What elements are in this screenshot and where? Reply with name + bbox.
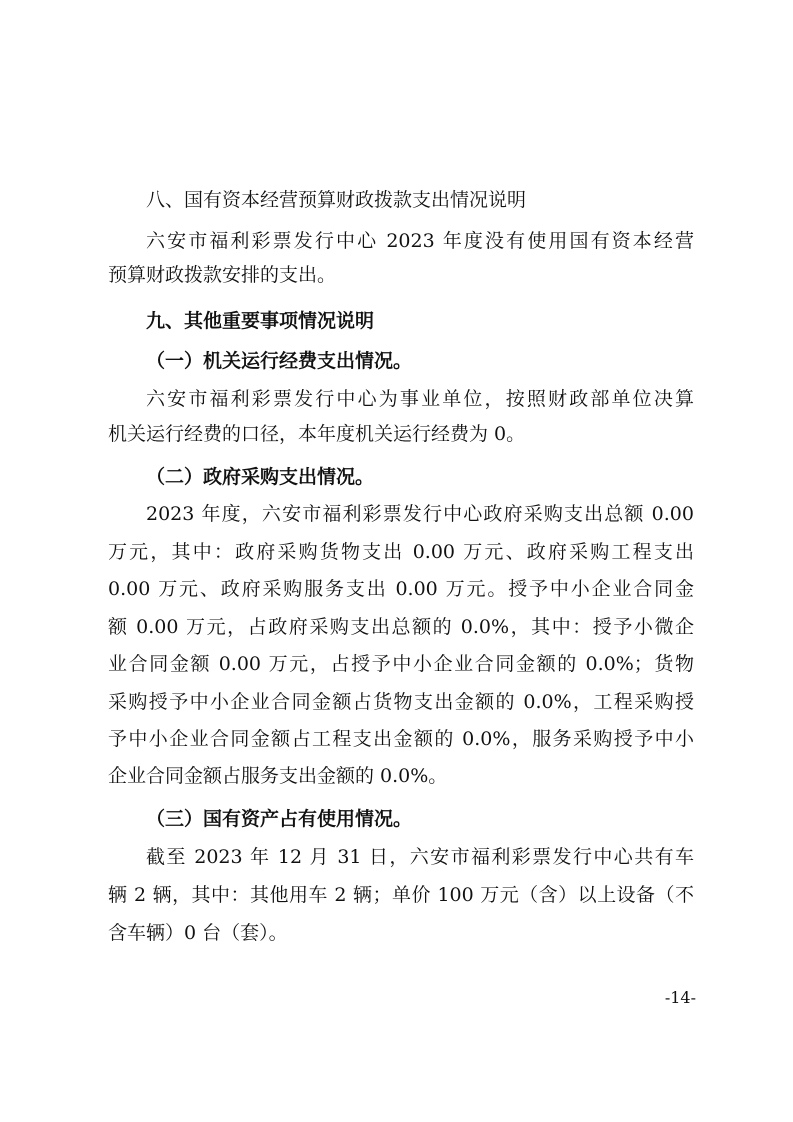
subsection-1-heading: （一）机关运行经费支出情况。 (146, 350, 413, 372)
subsection-3-line-1: 截至 2023 年 12 月 31 日，六安市福利彩票发行中心共有车 (146, 846, 694, 868)
subsection-3-line-3: 含车辆）0 台（套）。 (108, 922, 288, 944)
subsection-3-line-2: 辆 2 辆，其中：其他用车 2 辆；单价 100 万元（含）以上设备（不 (108, 884, 694, 906)
subsection-2-line-7: 予中小企业合同金额占工程支出金额的 0.0%，服务采购授予中小 (108, 728, 694, 750)
subsection-2-line-3: 0.00 万元、政府采购服务支出 0.00 万元。授予中小企业合同金 (108, 578, 694, 600)
subsection-2-line-6: 采购授予中小企业合同金额占货物支出金额的 0.0%，工程采购授 (108, 691, 694, 713)
page-number: -14- (664, 988, 696, 1007)
subsection-1-line-1: 六安市福利彩票发行中心为事业单位，按照财政部单位决算 (146, 388, 694, 410)
subsection-2-line-1: 2023 年度，六安市福利彩票发行中心政府采购支出总额 0.00 (146, 503, 694, 525)
subsection-2-heading: （二）政府采购支出情况。 (146, 466, 375, 488)
section-8-paragraph-line-1: 六安市福利彩票发行中心 2023 年度没有使用国有资本经营 (146, 230, 694, 252)
subsection-2-line-4: 额 0.00 万元，占政府采购支出总额的 0.0%，其中：授予小微企 (108, 616, 694, 638)
subsection-2-line-5: 业合同金额 0.00 万元，占授予中小企业合同金额的 0.0%；货物 (108, 653, 694, 675)
section-9-heading: 九、其他重要事项情况说明 (146, 310, 375, 332)
subsection-1-line-2: 机关运行经费的口径，本年度机关运行经费为 0。 (108, 423, 526, 445)
subsection-2-line-8: 企业合同金额占服务支出金额的 0.0%。 (108, 765, 448, 787)
section-8-paragraph-line-2: 预算财政拨款安排的支出。 (108, 264, 337, 286)
subsection-2-line-2: 万元，其中：政府采购货物支出 0.00 万元、政府采购工程支出 (108, 541, 694, 563)
subsection-3-heading: （三）国有资产占有使用情况。 (146, 808, 413, 830)
section-8-heading: 八、国有资本经营预算财政拨款支出情况说明 (146, 189, 527, 211)
